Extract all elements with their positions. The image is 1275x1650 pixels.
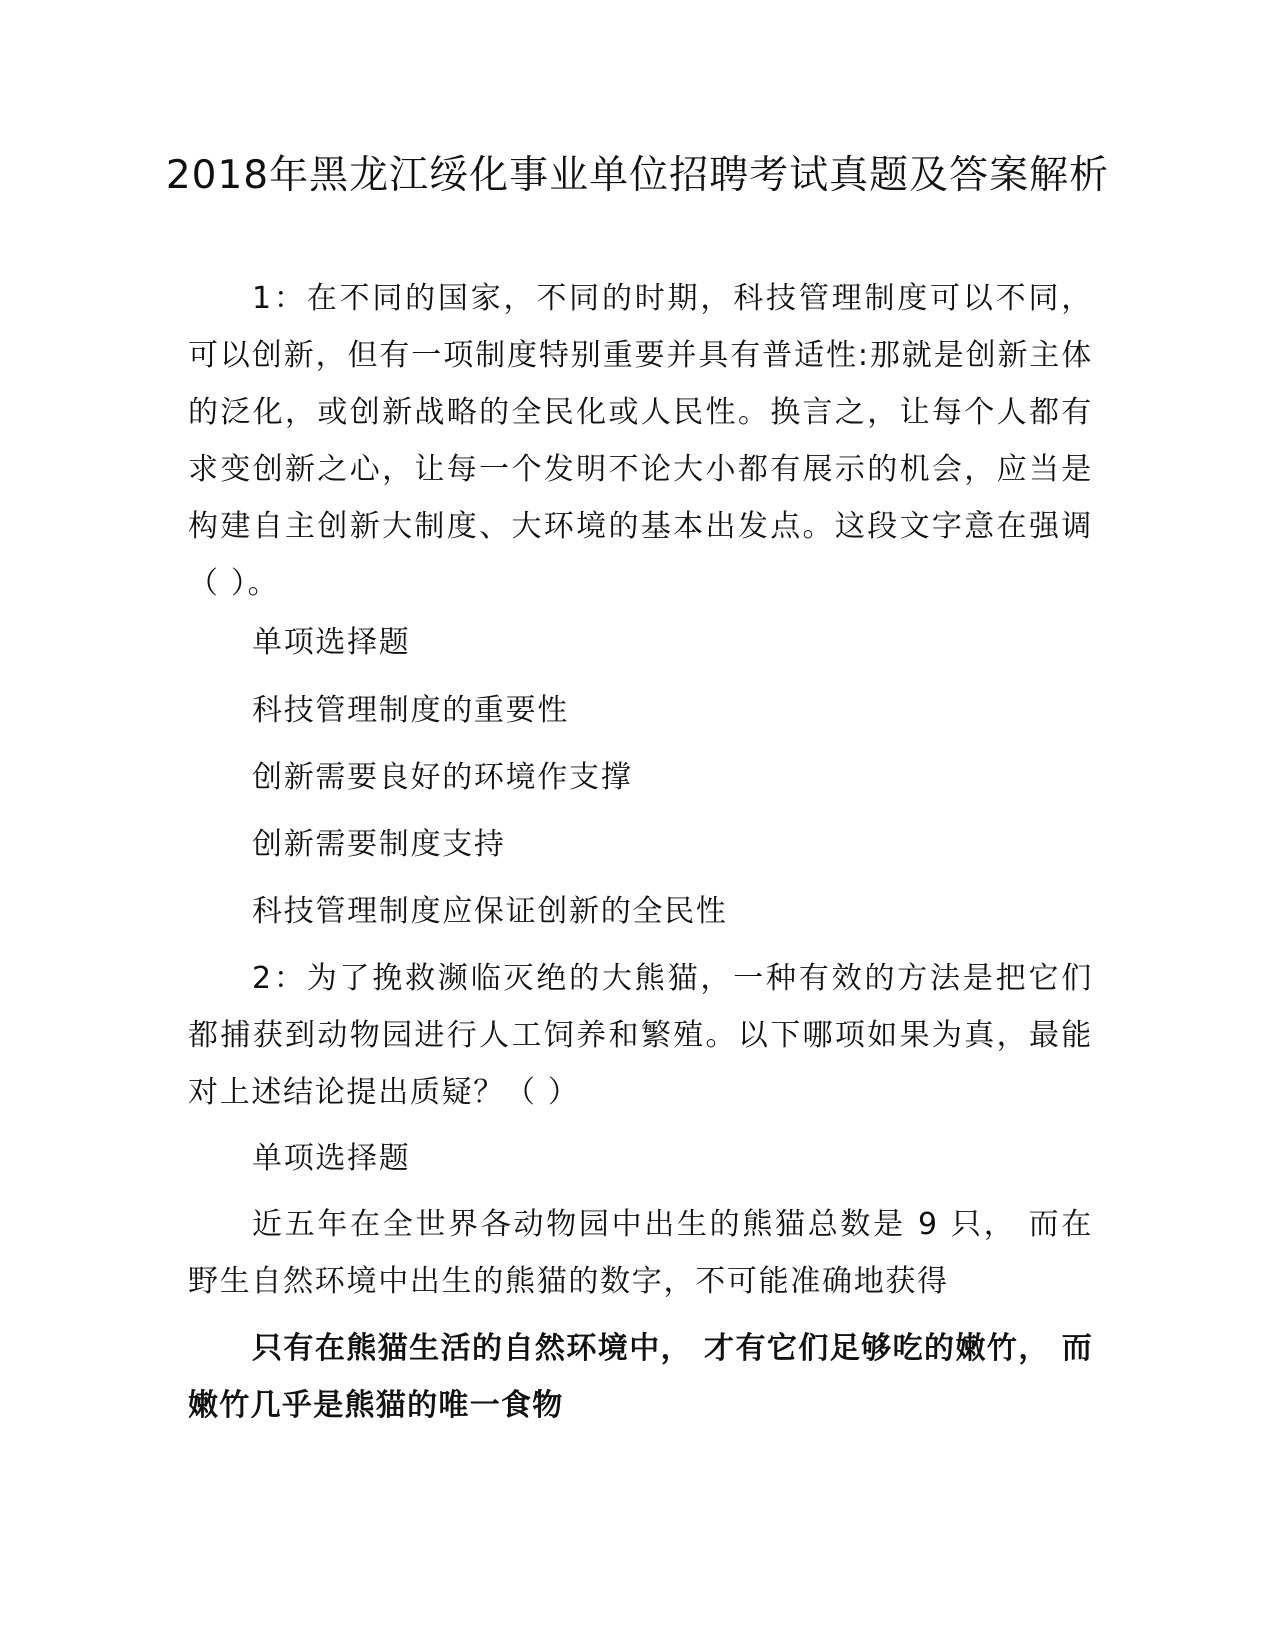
question-2-type: 单项选择题 bbox=[252, 1141, 411, 1176]
question-2-option-a: 近五年在全世界各动物园中出生的熊猫总数是 9 只， 而在野生自然环境中出生的熊猫的数字，不可能准确地获得 bbox=[188, 1207, 1093, 1299]
question-2-stem: 2：为了挽救濒临灭绝的大熊猫，一种有效的方法是把它们都捕获到动物园进行人工饲养和繁殖。以下哪项如果为真，最能对上述结论提出质疑？（ ） bbox=[188, 961, 1093, 1110]
question-1-option-c: 创新需要制度支持 bbox=[252, 827, 506, 862]
question-1-option-a: 科技管理制度的重要性 bbox=[252, 693, 569, 728]
question-2-option-b: 只有在熊猫生活的自然环境中， 才有它们足够吃的嫩竹， 而嫩竹几乎是熊猫的唯一食物 bbox=[188, 1331, 1093, 1423]
document-title: 2018年黑龙江绥化事业单位招聘考试真题及答案解析 bbox=[165, 153, 1110, 198]
question-1-stem: 1：在不同的国家，不同的时期，科技管理制度可以不同，可以创新，但有一项制度特别重要并具有普适性:那就是创新主体的泛化，或创新战略的全民化或人民性。换言之，让每个人都有求变创新之心，让每一个发明不论大小都有展示的机会，应当是构建自主创新大制度、大环境的基本出发点。这段文字意在强调（ ）。 bbox=[188, 281, 1093, 601]
question-1-option-d: 科技管理制度应保证创新的全民性 bbox=[252, 894, 728, 929]
question-1-option-b: 创新需要良好的环境作支撑 bbox=[252, 760, 633, 795]
question-1-type: 单项选择题 bbox=[252, 625, 411, 660]
